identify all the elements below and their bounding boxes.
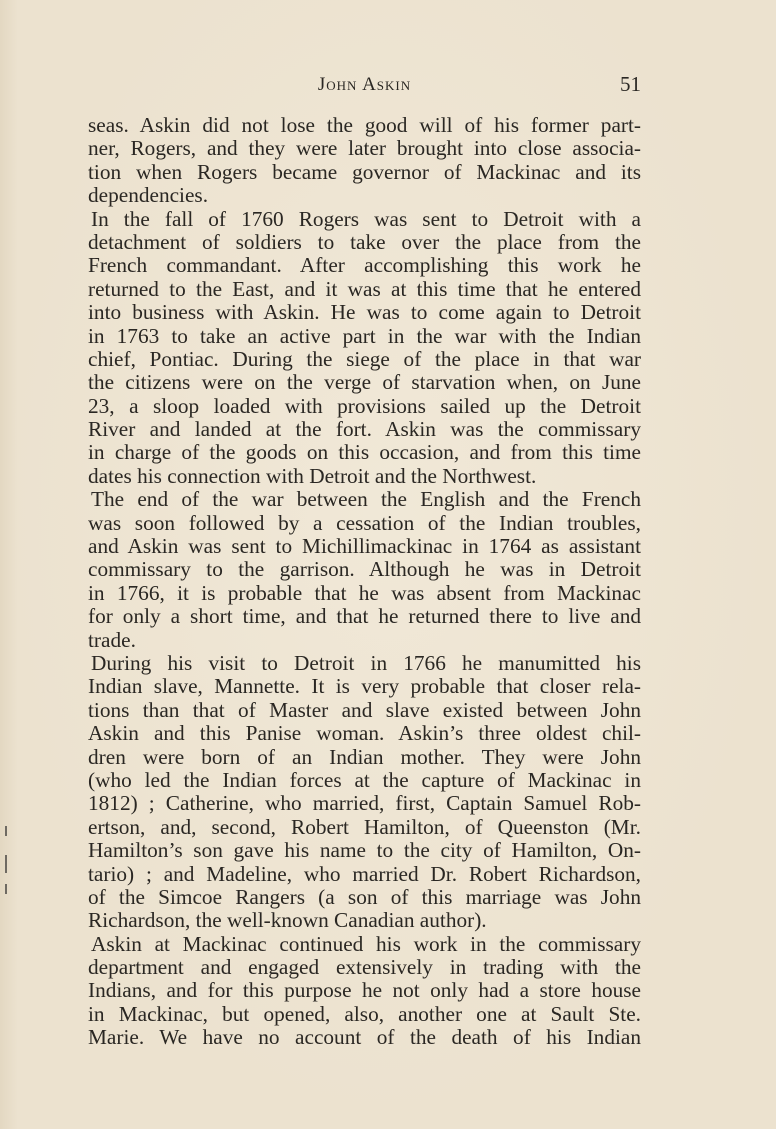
text-line: returned to the East, and it was at this time that he entered — [88, 276, 641, 301]
page-header — [88, 68, 641, 104]
text-line: In the fall of 1760 Rogers was sent to Detroit with a — [91, 206, 641, 231]
text-line: tions than that of Master and slave existed between John — [88, 697, 641, 722]
body-text — [88, 114, 641, 1050]
text-line: Askin and this Panise woman. Askin’s three oldest chil- — [88, 721, 641, 746]
text-line: Indians, and for this purpose he not only had a store house — [88, 978, 641, 1003]
page-number: 51 — [620, 72, 641, 96]
text-line: the citizens were on the verge of starvation when, on June — [88, 370, 641, 395]
text-line: of the Simcoe Rangers (a son of this marriage was John — [88, 884, 641, 909]
text-line: commissary to the garrison. Although he was in Detroit — [88, 557, 641, 582]
text-line: ner, Rogers, and they were later brought into close associa- — [88, 136, 641, 161]
text-line: chief, Pontiac. During the siege of the place in that war — [88, 346, 641, 371]
text-line: French commandant. After accomplishing this work he — [88, 253, 641, 278]
text-line: Richardson, the well-known Canadian author). — [88, 908, 487, 933]
text-line: in 1763 to take an active part in the war with the Indian — [88, 323, 641, 348]
text-line: seas. Askin did not lose the good will of his former part- — [88, 113, 641, 137]
text-line: The end of the war between the English and the French — [91, 487, 641, 512]
text-line: During his visit to Detroit in 1766 he manumitted his — [91, 650, 641, 675]
text-line: department and engaged extensively in trading with the — [88, 955, 641, 980]
text-line: detachment of soldiers to take over the place from the — [88, 229, 641, 254]
text-line: Askin at Mackinac continued his work in the commissary — [91, 931, 641, 956]
text-line: in 1766, it is probable that he was absent from Mackinac — [88, 580, 641, 605]
margin-mark — [5, 826, 7, 836]
text-line: River and landed at the fort. Askin was the commissary — [88, 417, 641, 442]
text-line: in charge of the goods on this occasion, and from this time — [88, 440, 641, 465]
text-line: tario) ; and Madeline, who married Dr. Robert Richardson, — [88, 861, 641, 886]
text-line: in Mackinac, but opened, also, another one at Sault Ste. — [88, 1001, 641, 1026]
text-line: 1812) ; Catherine, who married, first, Captain Samuel Rob- — [88, 791, 641, 816]
text-line: (who led the Indian forces at the capture of Mackinac in — [88, 767, 641, 792]
text-line: and Askin was sent to Michillimackinac in 1764 as assistant — [88, 534, 641, 559]
text-line: dependencies. — [88, 183, 209, 208]
margin-mark — [5, 884, 7, 894]
text-line: Hamilton’s son gave his name to the city of Hamilton, On- — [88, 838, 641, 863]
text-line: Indian slave, Mannette. It is very probable that closer rela- — [88, 674, 641, 699]
text-line: tion when Rogers became governor of Mackinac and its — [88, 159, 641, 184]
margin-mark — [5, 855, 7, 873]
text-line: dates his connection with Detroit and the Northwest. — [88, 463, 537, 488]
text-line: ertson, and, second, Robert Hamilton, of Queenston (Mr. — [88, 814, 641, 839]
text-line: 23, a sloop loaded with provisions sailed up the Detroit — [88, 393, 641, 418]
text-line: trade. — [88, 627, 136, 652]
running-head: John Askin — [317, 74, 412, 95]
text-line: dren were born of an Indian mother. They were John — [88, 744, 641, 769]
text-line: into business with Askin. He was to come again to Detroit — [88, 300, 641, 325]
text-line: was soon followed by a cessation of the Indian troubles, — [88, 510, 641, 535]
text-line: for only a short time, and that he returned there to live and — [88, 604, 641, 629]
text-line: Marie. We have no account of the death of his Indian — [88, 1025, 641, 1050]
